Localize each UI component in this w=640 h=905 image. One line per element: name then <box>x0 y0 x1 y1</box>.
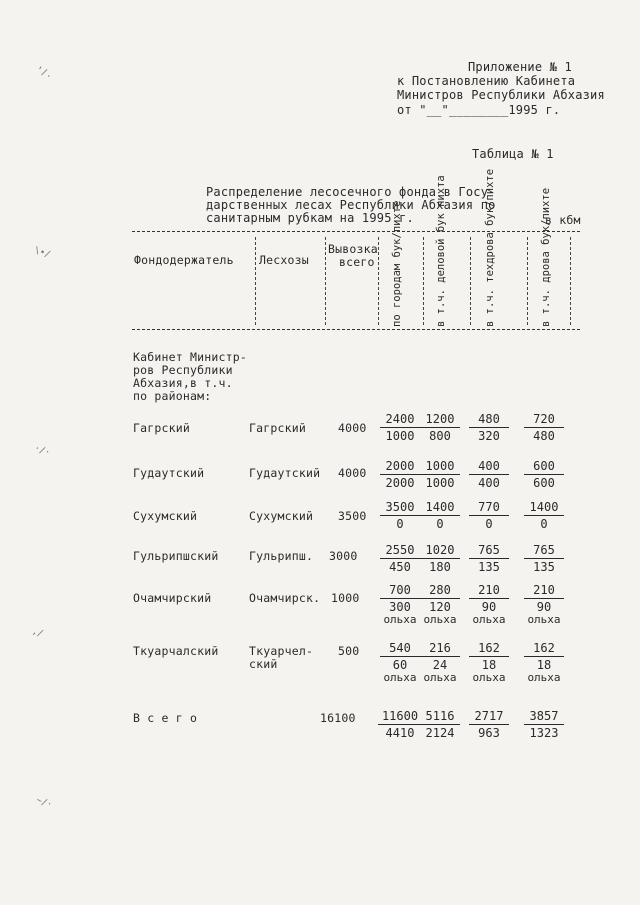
row-district: Очамчирский <box>133 591 212 605</box>
column-divider <box>527 237 528 325</box>
row-leshoz: Гудаутский <box>249 466 321 480</box>
row-leshoz: Ткуарчел- <box>249 644 314 658</box>
cell-business: 216 24 ольха <box>420 642 460 683</box>
total-by-cities: $\frac{11600}{4410}$ <box>378 710 422 740</box>
cell-tech: 162 18 ольха <box>469 642 509 683</box>
row-total: 4000 <box>338 466 367 480</box>
cell-by-cities: $\frac{2550}{450}$ <box>380 544 420 574</box>
cabinet-line-1: Кабинет Министр- <box>133 350 247 364</box>
total-firewood: $\frac{3857}{1323}$ <box>524 710 564 740</box>
cell-firewood: 162 18 ольха <box>524 642 564 683</box>
total-value: 16100 <box>320 711 356 725</box>
cell-business: 280 120 ольха <box>420 584 460 625</box>
margin-mark: ʼ/. <box>34 65 54 81</box>
appendix-line-4: от "__"________1995 г. <box>397 103 561 117</box>
row-total: 3500 <box>338 509 367 523</box>
row-total: 3000 <box>329 549 358 563</box>
column-divider <box>325 237 326 325</box>
cell-firewood: $\frac{720}{480}$ <box>524 413 564 443</box>
cell-by-cities: $\frac{3500}{0}$ <box>380 501 420 531</box>
column-header-holder: Фондодержатель <box>134 253 234 267</box>
cell-firewood: $\frac{600}{600}$ <box>524 460 564 490</box>
appendix-line-2: к Постановлению Кабинета <box>397 74 576 88</box>
cell-firewood: $\frac{765}{135}$ <box>524 544 564 574</box>
row-district: Ткуарчалский <box>133 644 219 658</box>
column-header-export-total: всего <box>339 255 375 269</box>
cell-tech: $\frac{770}{0}$ <box>469 501 509 531</box>
column-divider <box>378 237 379 325</box>
column-divider <box>570 237 571 325</box>
row-leshoz: Гульрипш. <box>249 549 314 563</box>
margin-mark: \•/ <box>32 245 52 261</box>
cell-tech: $\frac{480}{320}$ <box>469 413 509 443</box>
cell-tech: $\frac{765}{135}$ <box>469 544 509 574</box>
margin-mark: ,/ <box>30 626 45 640</box>
cabinet-line-4: по районам: <box>133 389 212 403</box>
row-leshoz: Очамчирск. <box>249 591 321 605</box>
row-district: Гагрский <box>133 421 190 435</box>
column-header-firewood: в т.ч. дрова бук/пихте <box>540 187 552 327</box>
table-title-line-2: дарственных лесах Республики Абхазия по <box>206 198 496 212</box>
cell-by-cities: 540 60 ольха <box>380 642 420 683</box>
row-total: 500 <box>338 644 360 658</box>
cell-by-cities: 700 300 ольха <box>380 584 420 625</box>
header-top-rule <box>132 231 580 232</box>
row-total: 1000 <box>331 591 360 605</box>
unit-label: в кбм <box>545 213 581 227</box>
column-header-tech-wood: в т.ч. техдрова бук/пихте <box>484 168 496 327</box>
appendix-line-3: Министров Республики Абхазия <box>397 88 605 102</box>
cell-firewood: $\frac{1400}{0}$ <box>524 501 564 531</box>
header-bottom-rule <box>132 329 580 330</box>
table-number: Таблица № 1 <box>472 147 554 161</box>
margin-mark: ·/· <box>32 443 52 459</box>
total-label: В с е г о <box>133 711 198 725</box>
cabinet-line-3: Абхазия,в т.ч. <box>133 376 233 390</box>
row-leshoz-continued: ский <box>249 657 278 671</box>
cabinet-line-2: ров Республики <box>133 363 233 377</box>
cell-business: $\frac{1020}{180}$ <box>420 544 460 574</box>
row-district: Гульрипшский <box>133 549 219 563</box>
cell-tech: 210 90 ольха <box>469 584 509 625</box>
column-header-by-cities: по городам бук/пихте <box>391 200 403 327</box>
margin-mark: ~/· <box>34 795 54 811</box>
cell-by-cities: $\frac{2400}{1000}$ <box>380 413 420 443</box>
column-divider <box>255 237 256 325</box>
row-district: Сухумский <box>133 509 198 523</box>
cell-firewood: 210 90 ольха <box>524 584 564 625</box>
cell-business: $\frac{1200}{800}$ <box>420 413 460 443</box>
cell-by-cities: $\frac{2000}{2000}$ <box>380 460 420 490</box>
cell-tech: $\frac{400}{400}$ <box>469 460 509 490</box>
column-header-export: Вывозка <box>328 242 378 256</box>
column-header-leshoz: Лесхозы <box>259 253 309 267</box>
row-total: 4000 <box>338 421 367 435</box>
row-leshoz: Гагрский <box>249 421 306 435</box>
cell-business: $\frac{1000}{1000}$ <box>420 460 460 490</box>
row-district: Гудаутский <box>133 466 205 480</box>
total-business: $\frac{5116}{2124}$ <box>420 710 460 740</box>
column-header-business-beech: в т.ч. деловой бук пихта <box>435 175 447 327</box>
table-title-line-3: санитарным рубкам на 1995 г. <box>206 211 414 225</box>
appendix-line-1: Приложение № 1 <box>468 60 572 74</box>
cell-business: $\frac{1400}{0}$ <box>420 501 460 531</box>
column-divider <box>470 237 471 325</box>
table-title-line-1: Распределение лесосечного фонда в Госу- <box>206 185 496 199</box>
column-divider <box>423 237 424 325</box>
total-tech: $\frac{2717}{963}$ <box>469 710 509 740</box>
row-leshoz: Сухумский <box>249 509 314 523</box>
